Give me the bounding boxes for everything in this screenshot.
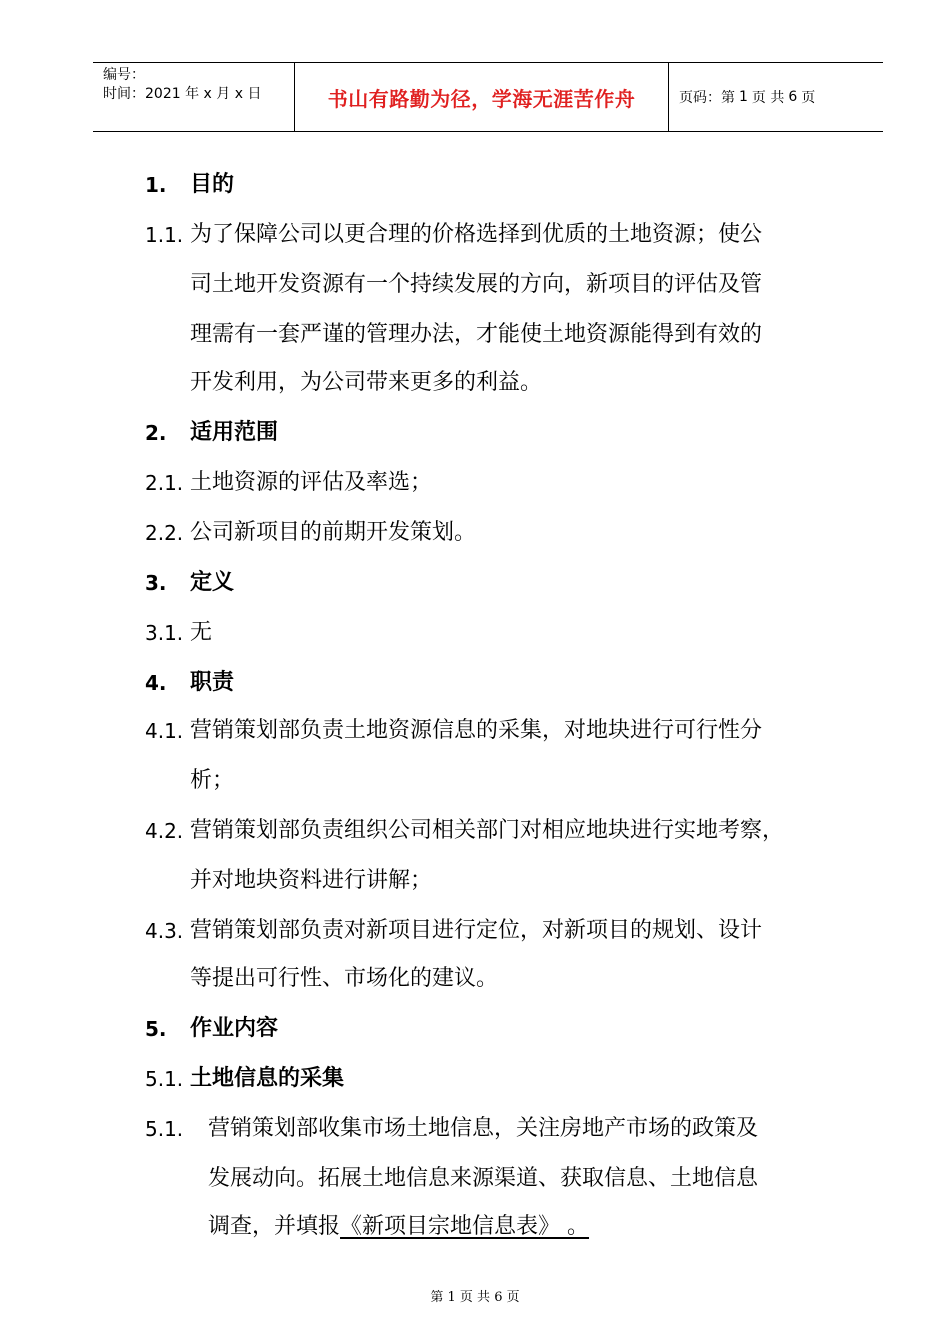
page-mid: 页 共	[751, 90, 785, 106]
section-number: 1.	[145, 173, 167, 197]
document-header	[93, 62, 883, 132]
section-number: 5.	[145, 1017, 167, 1041]
footer-page-number: 1	[447, 1290, 456, 1305]
clause-number: 4.2.	[145, 819, 184, 843]
motto-text: 书山有路勤为径，学海无涯苦作舟	[327, 86, 636, 111]
section-number: 3.	[145, 571, 167, 595]
section-title: 定义	[190, 570, 235, 595]
paragraph-line: 营销策划部负责组织公司相关部门对相应地块进行实地考察，	[190, 818, 785, 843]
clause-number: 5.1.	[145, 1117, 184, 1141]
clause-number: 2.2.	[145, 521, 184, 545]
clause-number: 4.3.	[145, 919, 184, 943]
section-number: 2.	[145, 421, 167, 445]
page-total: 6	[788, 89, 798, 105]
paragraph-line: 营销策划部负责土地资源信息的采集，对地块进行可行性分	[190, 718, 763, 743]
header-meta	[93, 63, 295, 131]
page-suffix: 页	[801, 90, 816, 106]
clause-number: 3.1.	[145, 621, 184, 645]
paragraph-line: 土地资源的评估及率选；	[190, 470, 433, 495]
paragraph-text: 调查，并填报	[208, 1214, 341, 1239]
clause-number: 2.1.	[145, 471, 184, 495]
page-number: 1	[739, 89, 748, 105]
footer-suffix: 页	[506, 1290, 520, 1305]
time-label: 时间：2021 年 x 月 x 日	[103, 86, 262, 102]
paragraph-line: 公司新项目的前期开发策划。	[190, 520, 477, 545]
section-title: 目的	[190, 172, 235, 197]
page-prefix: 页码：第	[679, 90, 735, 106]
footer-prefix: 第	[430, 1290, 444, 1305]
section-title: 作业内容	[190, 1016, 279, 1041]
paragraph-line: 司土地开发资源有一个持续发展的方向，新项目的评估及管	[190, 272, 763, 297]
clause-number: 1.1.	[145, 223, 184, 247]
paragraph-line: 为了保障公司以更合理的价格选择到优质的土地资源；使公	[190, 222, 763, 247]
paragraph-line: 无	[190, 620, 213, 645]
section-title: 适用范围	[190, 420, 279, 445]
paragraph-line: 理需有一套严谨的管理办法，才能使土地资源能得到有效的	[190, 322, 763, 347]
footer-page-total: 6	[494, 1290, 503, 1305]
page-footer	[0, 1286, 950, 1305]
paragraph-line	[208, 1212, 589, 1242]
footer-mid: 页 共	[459, 1290, 491, 1305]
section-title: 职责	[190, 670, 235, 695]
paragraph-line: 并对地块资料进行讲解；	[190, 868, 433, 893]
clause-number: 4.1.	[145, 719, 184, 743]
clause-number: 5.1.	[145, 1067, 184, 1091]
paragraph-line: 析；	[190, 768, 235, 793]
section-number: 4.	[145, 671, 167, 695]
header-page-info	[669, 63, 883, 131]
code-label: 编号：	[103, 67, 145, 83]
paragraph-line: 开发利用，为公司带来更多的利益。	[190, 370, 543, 395]
subsection-title: 土地信息的采集	[190, 1066, 345, 1091]
paragraph-line: 营销策划部收集市场土地信息，关注房地产市场的政策及	[208, 1116, 759, 1141]
paragraph-line: 营销策划部负责对新项目进行定位，对新项目的规划、设计	[190, 918, 763, 943]
paragraph-line: 发展动向。拓展土地信息来源渠道、获取信息、土地信息	[208, 1166, 759, 1191]
header-motto	[295, 63, 669, 131]
paragraph-line: 等提出可行性、市场化的建议。	[190, 966, 499, 991]
form-reference: 《新项目宗地信息表》 。	[340, 1214, 590, 1239]
